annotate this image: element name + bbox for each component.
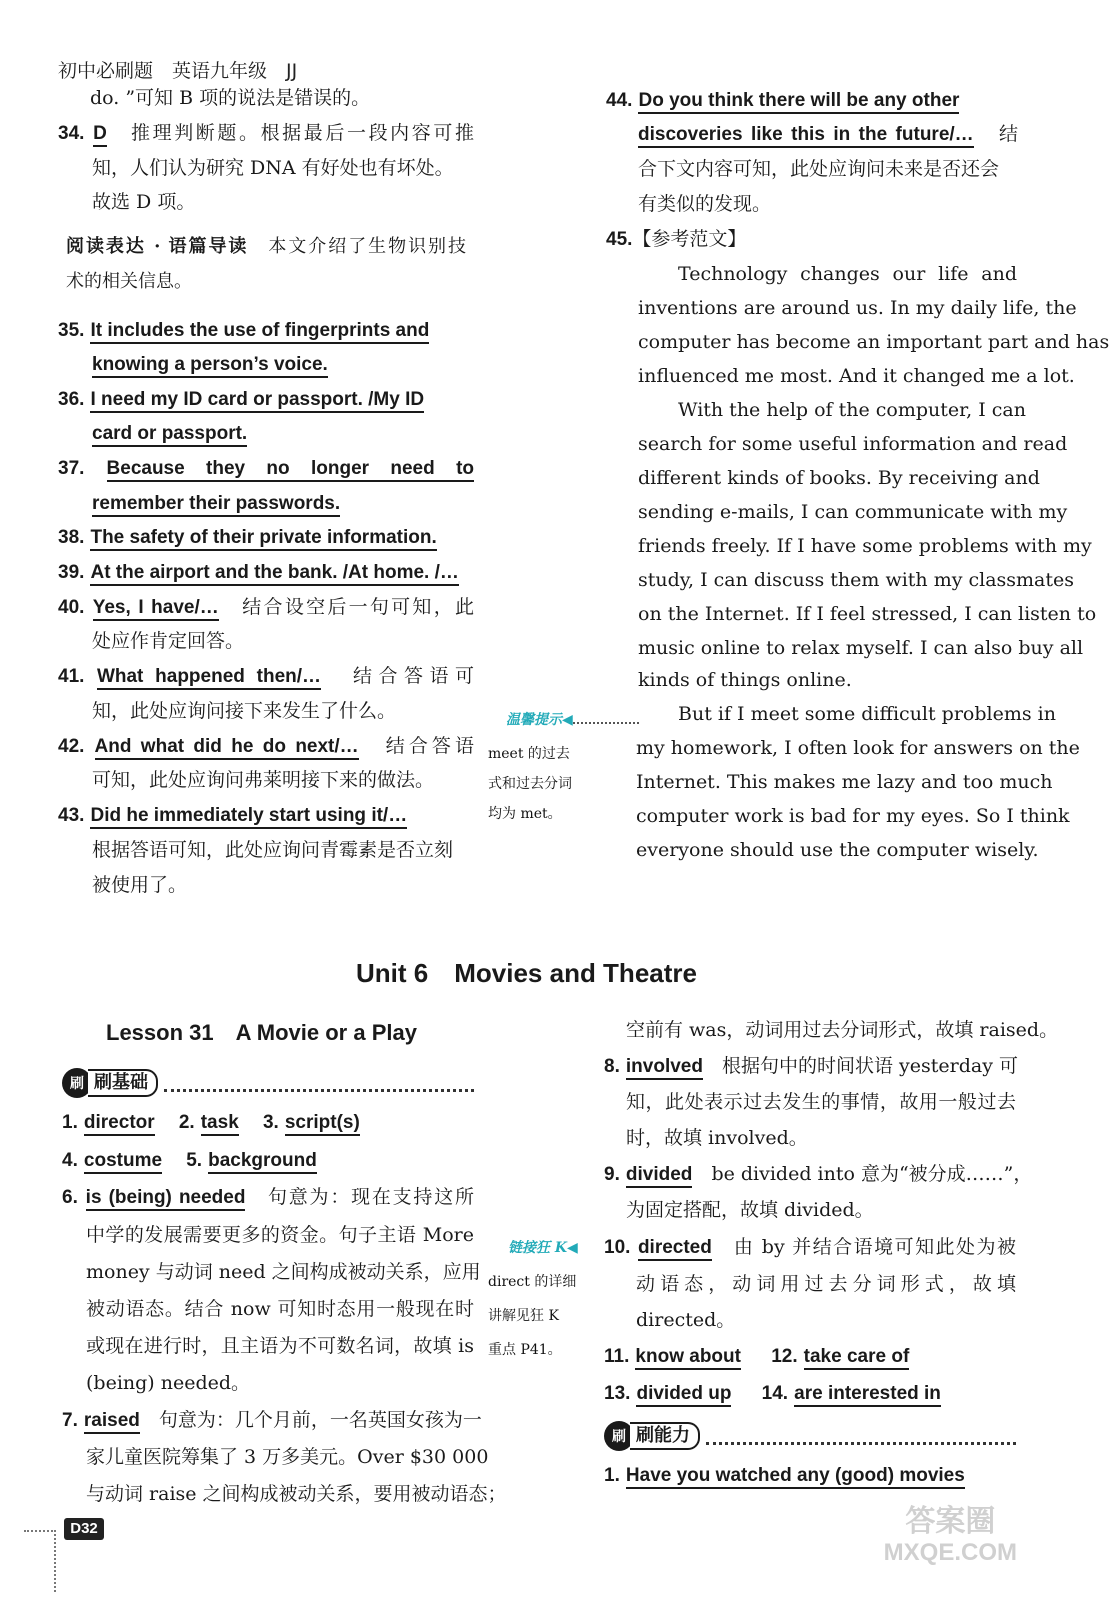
- section-divider: [164, 1075, 474, 1092]
- q45-label: 【参考范文】: [632, 228, 747, 250]
- reading-intro-lead: 阅读表达 · 语篇导读: [66, 236, 249, 257]
- q9: 9. divided be divided into 意为“被分成……”，: [604, 1162, 1016, 1187]
- continuation-line: do. ”可知 B 项的说法是错误的。: [90, 87, 371, 109]
- q43-cont-1: 根据答语可知，此处应询问青霉素是否立刻: [92, 839, 454, 861]
- brush-icon: 刷: [604, 1421, 634, 1451]
- q34-answer: D: [93, 123, 107, 147]
- watermark: [884, 1505, 1017, 1567]
- q39: 39. At the airport and the bank. /At home. /…: [58, 560, 459, 585]
- q9-line2: 为固定搭配，故填 divided。: [626, 1199, 874, 1221]
- q6-line3: money 与动词 need 之间构成被动关系，应用: [86, 1261, 481, 1283]
- continuation-line-2: 空前有 was，动词用过去分词形式，故填 raised。: [626, 1019, 1059, 1041]
- lesson-title: Lesson 31 A Movie or a Play: [106, 1020, 417, 1045]
- essay-line: everyone should use the computer wisely.: [636, 839, 1039, 861]
- reading-intro: [66, 235, 466, 259]
- q44-answer-2: discoveries like this in the future/… 结: [638, 122, 1018, 147]
- answers-11-12: 11. know about 12. take care of: [604, 1344, 909, 1369]
- q6: 6. is (being) needed 句意为：现在支持这所: [62, 1185, 474, 1210]
- essay-line: study, I can discuss them with my classmates: [638, 569, 1075, 591]
- tip2-line3: 重点 P41。: [488, 1342, 562, 1358]
- page-corner-decoration: [24, 1530, 56, 1592]
- q44-explain-2: 合下文内容可知，此处应询问未来是否还会: [638, 158, 1000, 180]
- q7-line3: 与动词 raise 之间构成被动关系，要用被动语态；: [86, 1483, 507, 1505]
- section-ability-label: 刷能力: [630, 1422, 700, 1450]
- q42-cont: 可知，此处应询问弗莱明接下来的做法。: [92, 769, 435, 791]
- tip1-line2: 式和过去分词: [488, 776, 572, 792]
- essay-line: computer work is bad for my eyes. So I think: [636, 805, 1070, 827]
- q10-line2: 动语态，动词用过去分词形式，故填: [636, 1273, 1016, 1295]
- q44-explain-3: 有类似的发现。: [638, 193, 772, 215]
- q34-line1: 推理判断题。根据最后一段内容可推: [131, 122, 474, 144]
- q37: 37. Because they no longer need to: [58, 456, 474, 481]
- q6-line4: 被动语态。结合 now 可知时态用一般现在时: [86, 1298, 474, 1320]
- essay-line: computer has become an important part and has: [638, 331, 1109, 353]
- q40-cont: 处应作肯定回答。: [92, 630, 245, 652]
- essay-line: Internet. This makes me lazy and too much: [636, 771, 1053, 793]
- ability-q1-answer: Have you watched any (good) movies: [626, 1465, 965, 1489]
- essay-line: But if I meet some difficult problems in: [678, 703, 1056, 725]
- answer-11: know about: [635, 1346, 741, 1370]
- essay-line: on the Internet. If I feel stressed, I can listen to: [638, 603, 1097, 625]
- answer-2: task: [201, 1112, 239, 1136]
- answer-4: costume: [84, 1150, 162, 1174]
- q6-line5: 或现在进行时，且主语为不可数名词，故填 is: [86, 1335, 474, 1357]
- brush-icon: 刷: [62, 1068, 92, 1098]
- essay-line: different kinds of books. By receiving and: [638, 467, 1040, 489]
- q34-num: 34.: [58, 123, 85, 144]
- q43-answer: Did he immediately start using it/…: [90, 805, 407, 829]
- q44-answer-1: Do you think there will be any other: [638, 90, 959, 114]
- q35-answer-1: It includes the use of fingerprints and: [90, 320, 429, 344]
- answer-3: script(s): [285, 1112, 360, 1136]
- reading-intro-line2: 术的相关信息。: [66, 271, 192, 292]
- margin-tip-direct: [508, 1234, 578, 1262]
- q10-line3: directed。: [636, 1309, 736, 1331]
- tip1-line1: meet 的过去: [488, 746, 570, 762]
- q6-line6: (being) needed。: [86, 1372, 251, 1394]
- unit-title: Unit 6 Movies and Theatre: [356, 958, 697, 988]
- q8: 8. involved 根据句中的时间状语 yesterday 可: [604, 1054, 1016, 1079]
- essay-line: inventions are around us. In my daily life, the: [638, 297, 1077, 319]
- essay-line: With the help of the computer, I can: [678, 399, 1026, 421]
- q10: 10. directed 由 by 并结合语境可知此处为被: [604, 1235, 1016, 1260]
- basic-row-1: 1. director 2. task 3. script(s): [62, 1110, 360, 1135]
- q7: 7. raised 句意为：几个月前，一名英国女孩为一: [62, 1408, 474, 1433]
- q40: 40. Yes, I have/… 结合设空后一句可知，此: [58, 595, 474, 620]
- essay-line: search for some useful information and read: [638, 433, 1068, 455]
- answer-13: divided up: [636, 1383, 731, 1407]
- q38: 38. The safety of their private information.: [58, 525, 437, 550]
- q38-answer: The safety of their private information.: [90, 527, 436, 551]
- q6-answer: is (being) needed: [86, 1187, 246, 1211]
- section-basic: [62, 1068, 474, 1098]
- essay-line: music online to relax myself. I can also buy all: [638, 637, 1084, 659]
- q6-line2: 中学的发展需要更多的资金。句子主语 More: [86, 1224, 474, 1246]
- essay-line: my homework, I often look for answers on the: [636, 737, 1080, 759]
- q36: 36. I need my ID card or passport. /My ID: [58, 387, 424, 412]
- page-number: D32: [64, 1518, 104, 1540]
- answer-5: background: [208, 1150, 317, 1174]
- essay-line: Technology changes our life and: [678, 263, 1017, 285]
- q41-answer: What happened then/…: [97, 666, 321, 690]
- q35: 35. It includes the use of fingerprints and: [58, 318, 429, 343]
- q36-answer-1: I need my ID card or passport. /My ID: [90, 389, 424, 413]
- answer-12: take care of: [804, 1346, 910, 1370]
- q34: [58, 121, 474, 146]
- essay-line: friends freely. If I have some problems with my: [638, 535, 1092, 557]
- running-header: 初中必刷题 英语九年级 JJ: [58, 60, 298, 82]
- q41-cont: 知，此处应询问接下来发生了什么。: [92, 700, 397, 722]
- watermark-url: MXQE.COM: [883, 1539, 1017, 1566]
- q43-cont-2: 被使用了。: [92, 874, 188, 896]
- q8-line2: 知，此处表示过去发生的事情，故用一般过去: [626, 1091, 1016, 1113]
- q44: 44. Do you think there will be any other: [606, 88, 959, 113]
- q34-line3: 故选 D 项。: [92, 191, 196, 213]
- section-basic-label: 刷基础: [88, 1069, 158, 1097]
- q41: 41. What happened then/… 结合答语可: [58, 664, 474, 689]
- q45: 45.【参考范文】: [606, 228, 747, 250]
- margin-tip-meet: [506, 706, 639, 734]
- answers-13-14: 13. divided up 14. are interested in: [604, 1381, 941, 1406]
- q42: 42. And what did he do next/… 结合答语: [58, 734, 474, 759]
- q40-answer: Yes, I have/…: [93, 597, 219, 621]
- q37-cont: remember their passwords.: [92, 491, 340, 516]
- q34-line2: 知，人们认为研究 DNA 有好处也有坏处。: [92, 157, 454, 179]
- section-divider: [706, 1428, 1016, 1445]
- q9-answer: divided: [626, 1164, 693, 1188]
- essay-line: kinds of things online.: [638, 669, 852, 691]
- watermark-logo: 答案圈: [905, 1505, 996, 1538]
- q8-line3: 时，故填 involved。: [626, 1127, 808, 1149]
- reading-intro-line1: 本文介绍了生物识别技: [268, 236, 467, 257]
- answer-14: are interested in: [794, 1383, 941, 1407]
- section-ability: [604, 1421, 1016, 1451]
- basic-row-2: 4. costume 5. background: [62, 1148, 317, 1173]
- q37-answer-1: Because they no longer need to: [107, 458, 474, 482]
- essay-line: influenced me most. And it changed me a lot.: [638, 365, 1075, 387]
- tip2-line1: direct 的详细: [488, 1274, 577, 1290]
- essay-line: sending e-mails, I can communicate with my: [638, 501, 1068, 523]
- q42-answer: And what did he do next/…: [95, 736, 359, 760]
- q39-answer: At the airport and the bank. /At home. /…: [90, 562, 458, 586]
- q10-answer: directed: [638, 1237, 712, 1261]
- q35-cont: knowing a person’s voice.: [92, 352, 328, 377]
- tip1-line3: 均为 met。: [488, 806, 562, 822]
- q8-answer: involved: [626, 1056, 703, 1080]
- q7-line2: 家儿童医院筹集了 3 万多美元。Over $30 000: [86, 1446, 489, 1468]
- ability-q1: 1. Have you watched any (good) movies: [604, 1463, 965, 1488]
- q7-answer: raised: [84, 1410, 140, 1434]
- tip2-tag: 链接狂 K◀: [508, 1240, 578, 1256]
- q36-cont: card or passport.: [92, 421, 247, 446]
- answer-1: director: [84, 1112, 155, 1136]
- tip2-line2: 讲解见狂 K: [488, 1308, 559, 1324]
- q43: 43. Did he immediately start using it/…: [58, 803, 407, 828]
- tip-tag: 温馨提示◀: [506, 712, 573, 728]
